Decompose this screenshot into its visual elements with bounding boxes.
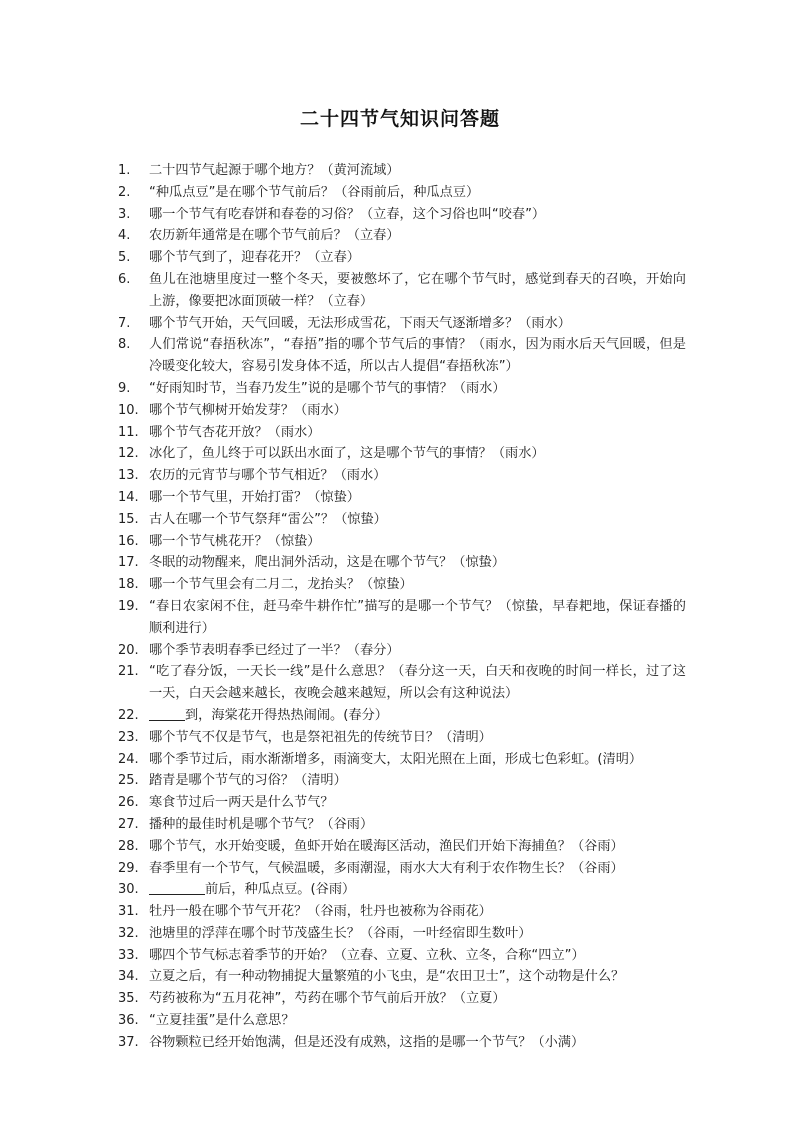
question-item [118,378,686,400]
question-text-block [149,705,686,727]
question-number: 30. [118,882,139,898]
question-number: 29. [118,860,139,876]
question-number: 4. [118,228,131,244]
question-text-block [149,443,686,465]
question-text: 寒食节过后一两天是什么节气？ [149,795,334,811]
question-item [118,879,686,901]
question-number: 13. [118,468,139,484]
question-text: 前后，种瓜点豆。(谷雨） [205,882,356,898]
question-number: 5. [118,250,131,266]
question-number: 8. [118,337,131,353]
question-text-block [149,923,686,945]
question-text-block [149,465,686,487]
question-item [118,552,686,574]
question-text-block [149,182,686,204]
question-text: 农历的元宵节与哪个节气相近？（雨水） [149,468,387,484]
question-item [118,269,686,313]
question-text: “春日农家闲不住，赶马牵牛耕作忙”描写的是哪一个节气？（惊蛰，早春耙地，保证春播的顺利进行） [149,598,686,636]
question-text-block [149,1010,686,1032]
question-item [118,313,686,335]
question-number: 21. [118,664,139,680]
question-item [118,247,686,269]
question-text-block [149,836,686,858]
question-text: 播种的最佳时机是哪个节气？（谷雨） [149,816,374,832]
question-text-block [149,792,686,814]
question-text-block [149,247,686,269]
question-item [118,749,686,771]
question-item [118,400,686,422]
question-text: 哪个节气柳树开始发芽？（雨水） [149,402,347,418]
question-item [118,160,686,182]
question-text-block [149,966,686,988]
question-text-block [149,487,686,509]
question-text-block [149,160,686,182]
question-text: 芍药被称为“五月花神”，芍药在哪个节气前后开放？（立夏） [149,991,506,1007]
question-item [118,225,686,247]
question-text: “立夏挂蛋”是什么意思？ [149,1013,295,1029]
question-number: 26. [118,795,139,811]
question-number: 36. [118,1013,139,1029]
question-text-block [149,988,686,1010]
question-number: 33. [118,947,139,963]
question-text-block [149,509,686,531]
question-number: 14. [118,489,139,505]
question-text-block [149,552,686,574]
question-number: 35. [118,991,139,1007]
question-number: 28. [118,838,139,854]
question-item [118,923,686,945]
question-item [118,836,686,858]
question-text: 哪四个节气标志着季节的开始？（立春、立夏、立秋、立冬，合称“四立”） [149,947,585,963]
fill-in-blank [149,706,185,721]
question-text: 哪一个节气有吃春饼和春卷的习俗？（立春，这个习俗也叫“咬春”） [149,206,546,222]
question-item [118,182,686,204]
question-text-block [149,749,686,771]
question-item [118,204,686,226]
question-text-block [149,858,686,880]
question-number: 34. [118,969,139,985]
question-text: 鱼儿在池塘里度过一整个冬天，要被憋坏了，它在哪个节气时，感觉到春天的召唤，开始向上游，像要把冰面顶破一样？（立春） [149,271,686,309]
question-item [118,531,686,553]
question-item [118,487,686,509]
question-text: 古人在哪一个节气祭拜“雷公”？（惊蛰） [149,511,387,527]
question-text-block [149,378,686,400]
question-text-block [149,1032,686,1054]
question-text-block [149,400,686,422]
question-text-block [149,225,686,247]
question-number: 17. [118,555,139,571]
question-text: 二十四节气起源于哪个地方？（黄河流域） [149,163,400,178]
question-text: “种瓜点豆”是在哪个节气前后？（谷雨前后，种瓜点豆） [149,184,480,200]
question-text-block [149,596,686,640]
question-text-block [149,727,686,749]
question-text-block [149,269,686,313]
question-text: 哪个节气，水开始变暖，鱼虾开始在暖海区活动，渔民们开始下海捕鱼？（谷雨） [149,838,624,854]
question-item [118,1010,686,1032]
question-text-block [149,422,686,444]
question-item [118,443,686,465]
question-number: 18. [118,577,139,593]
question-number: 32. [118,925,139,941]
question-number: 31. [118,904,139,920]
question-text: 农历新年通常是在哪个节气前后？（立春） [149,228,400,244]
question-number: 1. [118,163,131,178]
question-text: 春季里有一个节气，气候温暖，多雨潮湿，雨水大大有利于农作物生长？（谷雨） [149,860,624,876]
question-text: 池塘里的浮萍在哪个时节茂盛生长？（谷雨，一叶经宿即生数叶） [149,925,532,941]
question-text-block [149,814,686,836]
question-text: 踏青是哪个节气的习俗？（清明） [149,773,347,789]
question-number: 15. [118,511,139,527]
question-number: 6. [118,271,131,287]
question-text-block [149,661,686,705]
question-number: 22. [118,707,139,723]
question-number: 2. [118,184,131,200]
question-item [118,901,686,923]
question-text: 冬眠的动物醒来，爬出洞外活动，这是在哪个节气？（惊蛰） [149,555,506,571]
question-item [118,770,686,792]
question-text-block [149,770,686,792]
question-item [118,422,686,444]
question-number: 25. [118,773,139,789]
question-item [118,661,686,705]
question-number: 19. [118,598,139,614]
question-item [118,596,686,640]
question-number: 24. [118,751,139,767]
question-item [118,988,686,1010]
question-text: 哪个节气开始，天气回暖，无法形成雪花，下雨天气逐渐增多？（雨水） [149,315,571,331]
question-text: 哪个节气杏花开放？（雨水） [149,424,321,440]
question-item [118,858,686,880]
question-text: 哪一个节气里会有二月二，龙抬头？（惊蛰） [149,577,413,593]
question-text-block [149,313,686,335]
question-text: 到，海棠花开得热热闹闹。(春分） [185,707,388,723]
question-item [118,640,686,662]
question-text-block [149,204,686,226]
question-text: 立夏之后，有一种动物捕捉大量繁殖的小飞虫，是“农田卫士”，这个动物是什么？ [149,969,625,985]
question-item [118,705,686,727]
question-text: 哪一个节气桃花开？（惊蛰） [149,533,321,549]
question-list [118,160,686,1054]
question-text: 哪个节气不仅是节气，也是祭祀祖先的传统节日？（清明） [149,729,492,745]
question-text-block [149,945,686,967]
question-item [118,334,686,378]
fill-in-blank [149,880,205,895]
question-text: 冰化了，鱼儿终于可以跃出水面了，这是哪个节气的事情？（雨水） [149,446,545,462]
question-number: 10. [118,402,139,418]
question-item [118,465,686,487]
question-item [118,792,686,814]
question-item [118,574,686,596]
question-text-block [149,531,686,553]
question-text-block [149,901,686,923]
question-text: 哪个季节过后，雨水渐渐增多，雨滴变大，太阳光照在上面，形成七色彩虹。(清明） [149,751,643,767]
question-text: 谷物颗粒已经开始饱满，但是还没有成熟，这指的是哪一个节气？（小满） [149,1034,585,1050]
question-number: 3. [118,206,131,222]
question-number: 23. [118,729,139,745]
question-item [118,509,686,531]
question-number: 12. [118,446,139,462]
question-number: 7. [118,315,131,331]
question-text: 哪一个节气里，开始打雷？（惊蛰） [149,489,360,505]
question-text: 哪个季节表明春季已经过了一半？（春分） [149,642,400,658]
page-title: 二十四节气知识问答题 [299,108,500,130]
question-text-block [149,574,686,596]
question-text: 哪个节气到了，迎春花开？（立春） [149,250,360,266]
question-text-block [149,879,686,901]
question-number: 20. [118,642,139,658]
question-text: 人们常说“春捂秋冻”，“春捂”指的哪个节气后的事情？（雨水，因为雨水后天气回暖，但是冷暖变化较大，容易引发身体不适，所以古人提倡“春捂秋冻”） [149,337,686,375]
question-number: 11. [118,424,139,440]
question-item [118,1032,686,1054]
question-number: 27. [118,816,139,832]
question-item [118,727,686,749]
question-text-block [149,334,686,378]
question-text-block [149,640,686,662]
question-number: 9. [118,380,131,396]
question-item [118,945,686,967]
question-number: 16. [118,533,139,549]
question-item [118,814,686,836]
question-text: “好雨知时节，当春乃发生”说的是哪个节气的事情？（雨水） [149,380,506,396]
question-item [118,966,686,988]
question-text: 牡丹一般在哪个节气开花？（谷雨，牡丹也被称为谷雨花） [149,904,492,920]
question-number: 37. [118,1034,139,1050]
question-text: “吃了春分饭，一天长一线”是什么意思？（春分这一天，白天和夜晚的时间一样长，过了这一天，白天会越来越长，夜晚会越来越短，所以会有这种说法） [149,664,686,702]
